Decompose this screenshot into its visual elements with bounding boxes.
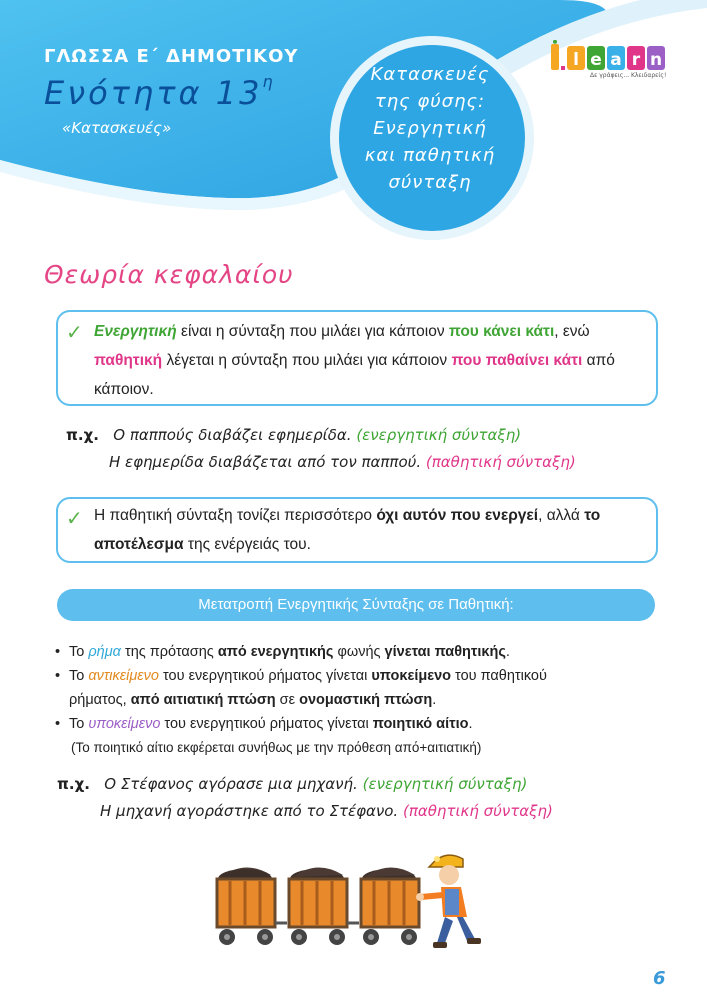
rule-object-cont: ρήματος, από αιτιατική πτώση σε ονομαστική πτώση. [69, 692, 437, 708]
mine-cart-3 [361, 867, 419, 945]
unit-label: Ενότητα 13 [44, 74, 263, 112]
example-1-line-2: Η εφημερίδα διαβάζεται από τον παππού. (παθητική σύνταξη) [109, 453, 576, 471]
mine-cart-illustration [205, 845, 505, 955]
conversion-rules [55, 640, 675, 760]
example-2-line-2: Η μηχανή αγοράστηκε από το Στέφανο. (παθητική σύνταξη) [100, 802, 553, 820]
mine-cart-1 [217, 867, 275, 945]
rule-verb: • Το ρήμα της πρότασης από ενεργητικής φωνής γίνεται παθητικής. [55, 640, 675, 664]
conversion-banner: Μετατροπή Ενεργητικής Σύνταξης σε Παθητική: [57, 589, 655, 621]
worker-figure [416, 855, 481, 948]
unit-superscript: η [262, 72, 276, 91]
logo-tagline: Δε γράφεις... Κλειδαρείς! [590, 72, 667, 79]
svg-text:a: a [610, 50, 622, 70]
checkmark-icon: ✓ [66, 506, 83, 530]
unit-title [44, 74, 276, 112]
svg-text:l: l [573, 50, 579, 70]
rule-subject: • Το υποκείμενο του ενεργητικού ρήματος γίνεται ποιητικό αίτιο. [55, 712, 675, 736]
page-number: 6 [653, 968, 666, 989]
definition-text: Ενεργητική είναι η σύνταξη που μιλάει για κάποιον που κάνει κάτι, ενώ παθητική λέγεται η σύνταξη που μιλάει για κάποιον που παθαίνει κάτι από κάποιον. [94, 323, 615, 398]
lesson-title: Κατασκευές της φύσης: Ενεργητική και παθητική σύνταξη [364, 64, 496, 193]
svg-text:e: e [590, 50, 602, 70]
example-1-line-1: π.χ. Ο παππούς διαβάζει εφημερίδα. (ενεργητική σύνταξη) [66, 426, 522, 444]
definition-box [56, 310, 658, 406]
unit-subtitle: «Κατασκευές» [62, 119, 172, 137]
svg-text:n: n [649, 50, 663, 70]
mine-cart-2 [289, 867, 347, 945]
rule-object: • Το αντικείμενο του ενεργητικού ρήματος γίνεται υποκείμενο του παθητικού [55, 664, 675, 688]
emphasis-text: Η παθητική σύνταξη τονίζει περισσότερο όχι αυτόν που ενεργεί, αλλά το αποτέλεσμα της ενέργειάς του. [94, 507, 601, 553]
example-2-line-1: π.χ. Ο Στέφανος αγόρασε μια μηχανή. (ενεργητική σύνταξη) [57, 775, 528, 793]
theory-heading: Θεωρία κεφαλαίου [44, 260, 294, 289]
svg-text:r: r [631, 50, 641, 70]
rule-note: (Το ποιητικό αίτιο εκφέρεται συνήθως με την πρόθεση από+αιτιατική) [71, 740, 482, 755]
emphasis-box [56, 497, 658, 563]
subject-title: ΓΛΩΣΣΑ Ε΄ ΔΗΜΟΤΙΚΟΥ [44, 46, 299, 67]
checkmark-icon: ✓ [66, 320, 83, 344]
